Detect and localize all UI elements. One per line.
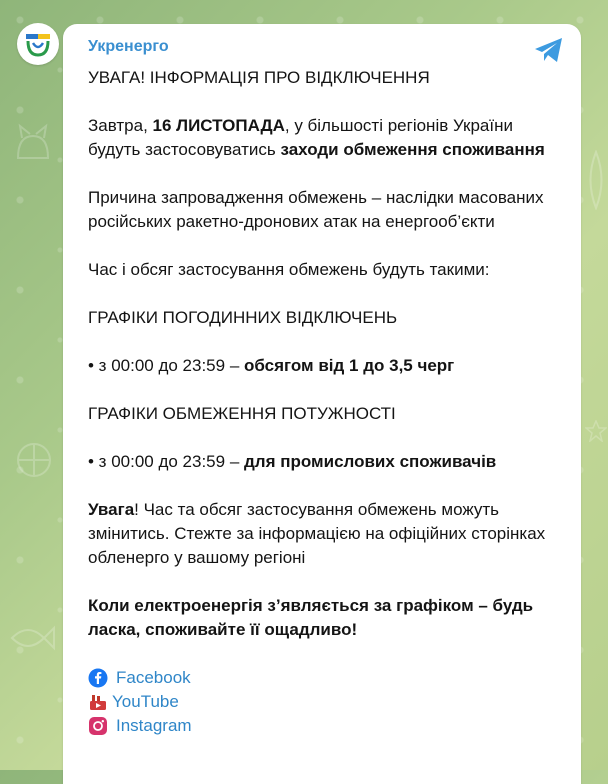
ukrenergo-logo-icon — [23, 29, 53, 59]
doodle-star-icon — [585, 420, 607, 442]
link-facebook-label[interactable]: Facebook — [116, 668, 191, 687]
link-youtube[interactable] — [88, 690, 558, 714]
message-bubble — [63, 24, 581, 784]
doodle-fish-icon — [8, 620, 56, 656]
section-hourly-outages-title: ГРАФІКИ ПОГОДИННИХ ВІДКЛЮЧЕНЬ — [88, 308, 398, 327]
message-text — [88, 66, 558, 738]
paragraph-reason: Причина запровадження обмежень – наслідки масованих російських ракетно-дронових атак на енергооб’єкти — [88, 188, 544, 231]
paragraph-warning: Увага! Час та обсяг застосування обмежень можуть змінитись. Стежте за інформацією на офіційних сторінках обленерго у вашому регіоні — [88, 500, 546, 567]
section-hourly-outages-item: • з 00:00 до 23:59 – обсягом від 1 до 3,5 черг — [88, 356, 455, 375]
instagram-icon — [88, 716, 108, 736]
link-instagram-label[interactable]: Instagram — [116, 716, 192, 735]
channel-avatar[interactable] — [17, 23, 59, 65]
channel-name[interactable]: Укренерго — [88, 38, 169, 55]
share-telegram-icon[interactable] — [533, 36, 565, 64]
facebook-icon — [88, 668, 108, 688]
paragraph-tomorrow: Завтра, 16 ЛИСТОПАДА, у більшості регіонів України будуть застосовуватись заходи обмеження споживання — [88, 116, 545, 159]
link-facebook[interactable] — [88, 666, 558, 690]
paragraph-schedule-intro: Час і обсяг застосування обмежень будуть такими: — [88, 260, 490, 279]
message-heading: УВАГА! ІНФОРМАЦІЯ ПРО ВІДКЛЮЧЕННЯ — [88, 68, 430, 87]
youtube-icon — [88, 692, 108, 712]
doodle-leaf-icon — [585, 150, 607, 210]
section-power-limits-item: • з 00:00 до 23:59 – для промислових споживачів — [88, 452, 497, 471]
link-instagram[interactable] — [88, 714, 558, 738]
doodle-cat-icon — [10, 120, 56, 166]
doodle-ball-icon — [14, 440, 54, 480]
link-youtube-label[interactable]: YouTube — [112, 692, 179, 711]
section-power-limits-title: ГРАФІКИ ОБМЕЖЕННЯ ПОТУЖНОСТІ — [88, 404, 396, 423]
paragraph-closing: Коли електроенергія з’являється за графіком – будь ласка, споживайте її ощадливо! — [88, 596, 534, 639]
